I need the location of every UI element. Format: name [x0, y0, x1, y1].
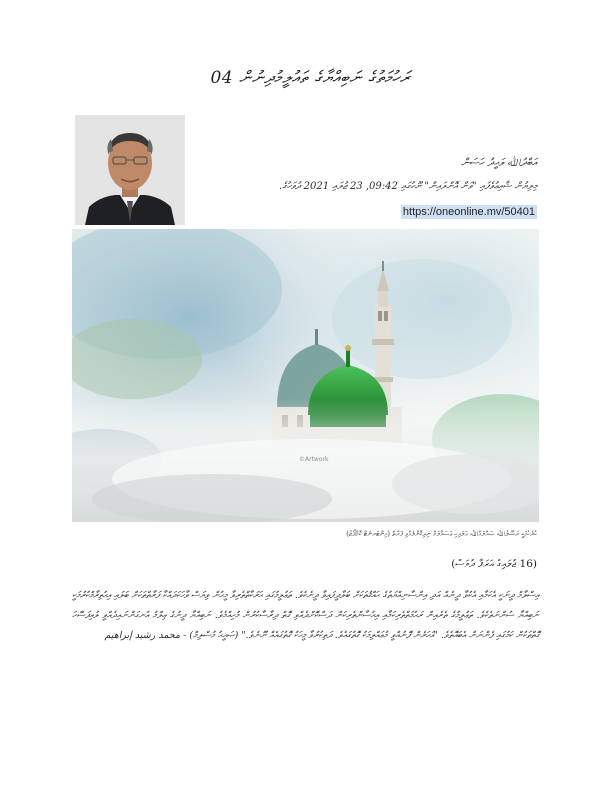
- body-paragraph: އިސްލާމް ދީނަކީ އެކަމާއި އެކުވާ ދީނެއް އަދި އިންސާނިއްޔަތުގެ ޙައްޤުތަކަށް ބަލާދީފައިވާ ދީނެކެވެ. ތަޢުލީމުގައި ޙަރަކާތްތެރިވާ މީހުން ވިޔަސް ވާހަކަދައްކާ ފަރާތްތަކަށް ބަލައި އިޙުތިރާމްކުރުމަކީ ނަބިއްޔާ ސުންނަތެކެވެ. ތަޢުލީމުގެ ތެރެއިން ރަޙުމަތްތެރިކަމާއި އިޙުސާންތެރިކަން ދަސްކޮށްދެއްވި ގޮތް ދިރާސާކުރުން މުހިއްމެވެ. ނަބިއްޔާ ދީނުގެ ޢިލްމު އުނގަންނައިދެއްވީ ލުއިފަސޭހަ ގޮތްތަކުން ކަމުގައި ފެންނަން އެބައޮތެވެ. "އަހަރެން ފޮނުއްވީ މުޢައްލިމަކު ގޮތުގައެވެ. ދަތިކުރުވާ މީހަކު ގޮތުގައެއް ނޫނެވެ." (ޞަޙީޙު މުސްލިމް) - محمد رشيد إبراهيم: [72, 590, 539, 641]
- author-portrait: [75, 115, 185, 225]
- image-caption: ކުރެހުމަކީ ރަސޫލުﷲ ޞައްލައްﷲ ޢަލައިހި ވަސައްލަމް ނިދިކޮށްލެއްވި ފަރާތް (އިންޓަރނެޓް ކޮމްޕޯޒު): [346, 530, 537, 538]
- publication-info: މިލިޔުން ޝާއިޢުވެފައި "ވަން އޮންލައިން" ނޫހުގައި 09:42, 23 ޖުލައި 2021 ދުވަހުގެ.: [278, 181, 537, 192]
- author-photo: [75, 115, 185, 225]
- date-line: (16 ޖުލައިގެ އަރަފާ ދުވަސް): [451, 558, 537, 570]
- article-title: ރަހުމަތުގެ ނަބިއްޔާގެ ތައުލީމުދިނުން 04: [210, 68, 410, 88]
- source-link[interactable]: https://oneonline.mv/50401: [402, 206, 535, 218]
- author-byline: އަބްދުﷲ ވަޙީދު ހަސަން: [461, 156, 537, 169]
- svg-text:©Artwork: ©Artwork: [299, 456, 329, 463]
- mosque-illustration: [72, 229, 539, 522]
- article-body: [72, 586, 539, 646]
- mosque-watercolor-image: [72, 229, 539, 522]
